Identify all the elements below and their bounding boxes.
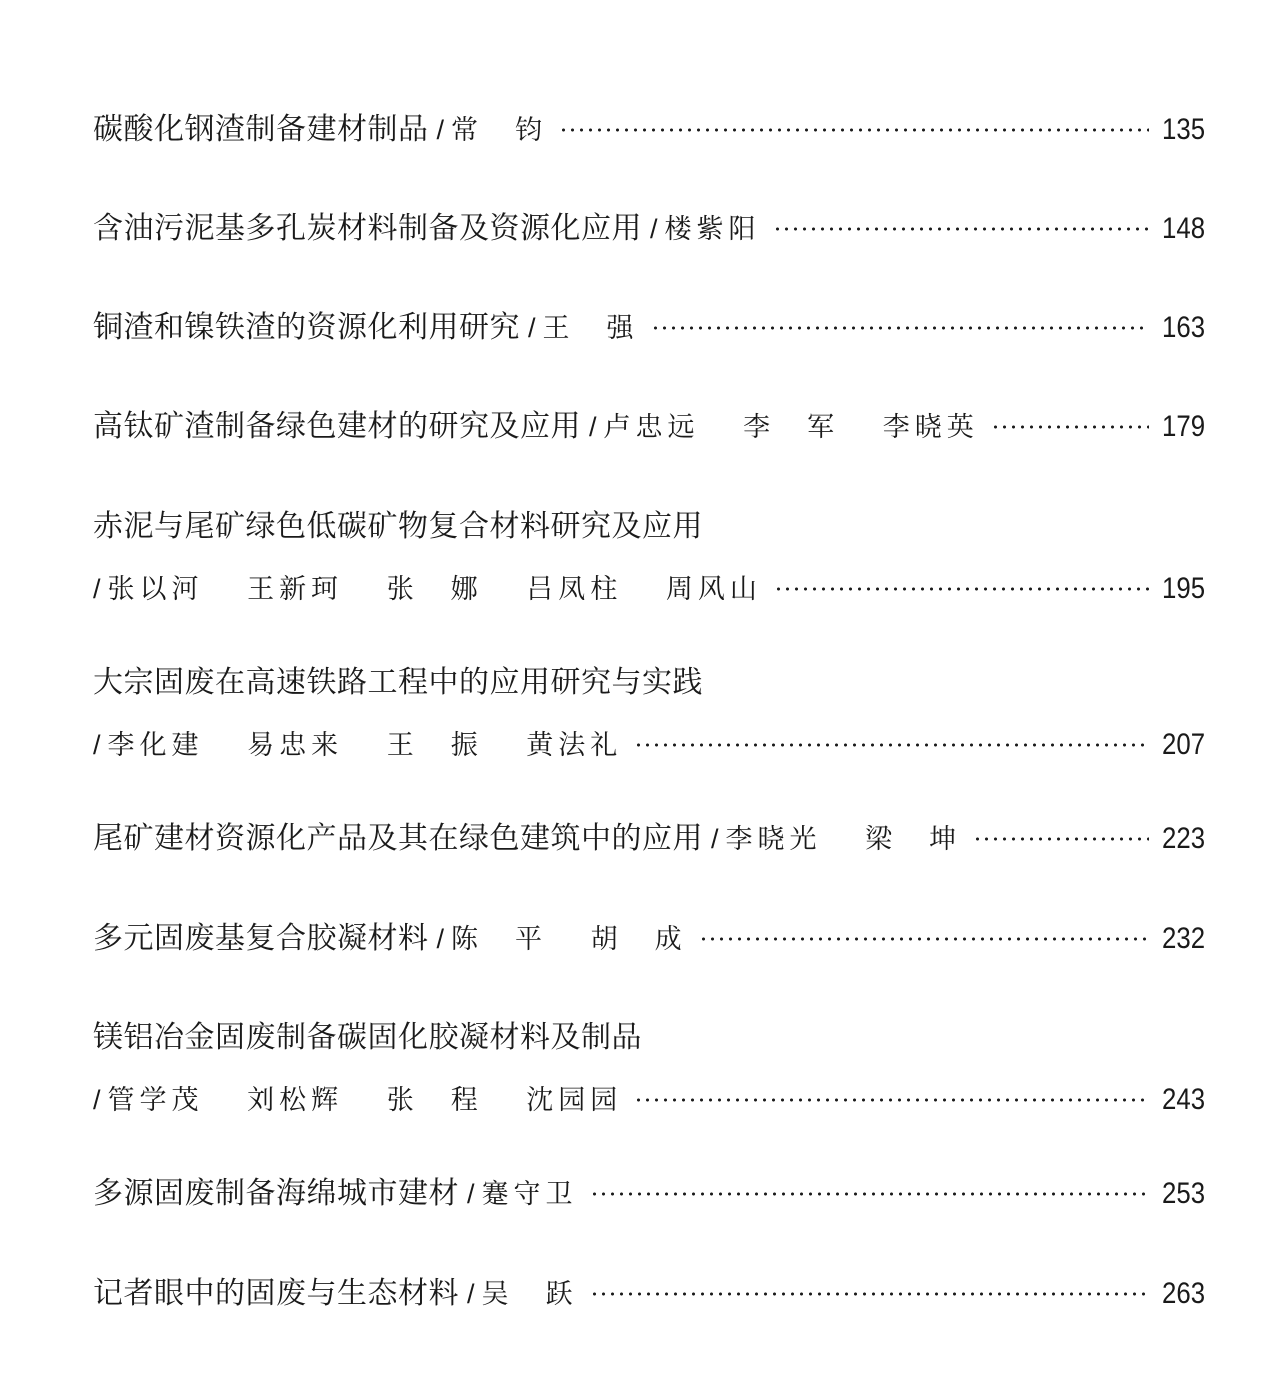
author-name: 张以河 (107, 574, 204, 605)
page-number: 207 (1161, 728, 1205, 761)
page-number: 223 (1161, 822, 1205, 855)
author-name: 梁 坤 (865, 824, 962, 855)
entry-authors (482, 1272, 578, 1311)
page-number: 243 (1161, 1083, 1205, 1116)
entry-title: 大宗固废在高速铁路工程中的应用研究与实践 (93, 665, 703, 700)
author-name: 李化建 (107, 730, 204, 761)
author-separator: / (436, 115, 445, 145)
author-separator: / (93, 730, 101, 760)
dot-leader (590, 1292, 1149, 1296)
toc-entry[interactable] (93, 657, 1205, 762)
page-number: 163 (1161, 311, 1205, 344)
author-separator: / (467, 1279, 475, 1309)
author-name: 李 军 (743, 412, 840, 443)
entry-authors (451, 108, 547, 147)
dot-leader (559, 128, 1149, 132)
toc-entry[interactable] (93, 302, 1205, 346)
author-name: 王 强 (542, 313, 639, 344)
author-name: 蹇守卫 (481, 1179, 578, 1210)
page-number: 148 (1161, 212, 1205, 245)
dot-leader (634, 1098, 1149, 1102)
toc-entry[interactable] (93, 501, 1205, 606)
dot-leader (973, 837, 1149, 841)
author-separator: / (93, 574, 101, 604)
entry-title: 记者眼中的固废与生态材料 (93, 1276, 459, 1311)
dot-leader (651, 326, 1149, 330)
author-separator: / (589, 412, 597, 442)
author-name: 沈园园 (526, 1085, 623, 1116)
toc-entry[interactable] (93, 401, 1205, 445)
toc-entry[interactable] (93, 813, 1205, 857)
page-number: 263 (1161, 1277, 1205, 1310)
entry-authors (726, 817, 962, 856)
author-name: 卢忠远 (603, 412, 700, 443)
author-name: 黄法礼 (526, 730, 623, 761)
author-name: 胡 成 (590, 924, 687, 955)
author-separator: / (528, 313, 536, 343)
entry-title: 多源固废制备海绵城市建材 (93, 1176, 459, 1211)
entry-authors (543, 306, 639, 345)
author-separator: / (711, 824, 719, 854)
entry-title: 碳酸化钢渣制备建材制品 (93, 112, 429, 147)
entry-authors (108, 723, 623, 762)
author-name: 吴 跃 (481, 1279, 578, 1310)
author-name: 李晓英 (882, 412, 979, 443)
author-name: 陈 平 (451, 924, 548, 955)
entry-authors (482, 1172, 578, 1211)
author-separator: / (436, 924, 445, 954)
author-name: 管学茂 (107, 1085, 204, 1116)
toc-entry[interactable] (93, 1012, 1205, 1117)
author-separator: / (93, 1085, 101, 1115)
toc-entry[interactable] (93, 1168, 1205, 1212)
toc-entry[interactable] (93, 913, 1205, 957)
author-name: 王新珂 (247, 574, 344, 605)
dot-leader (699, 937, 1149, 941)
author-name: 楼紫阳 (664, 214, 761, 245)
author-name: 李晓光 (725, 824, 822, 855)
page-number: 179 (1161, 410, 1205, 443)
dot-leader (634, 743, 1149, 747)
entry-authors (108, 1078, 623, 1117)
entry-authors (451, 917, 687, 956)
entry-title: 含油污泥基多孔炭材料制备及资源化应用 (93, 211, 642, 246)
author-name: 张 程 (386, 1085, 483, 1116)
author-name: 吕凤柱 (526, 574, 623, 605)
page-number: 232 (1161, 922, 1205, 955)
entry-title: 铜渣和镍铁渣的资源化利用研究 (93, 310, 520, 345)
author-name: 周风山 (665, 574, 762, 605)
entry-title: 多元固废基复合胶凝材料 (93, 921, 429, 956)
page-number: 253 (1161, 1177, 1205, 1210)
entry-title: 高钛矿渣制备绿色建材的研究及应用 (93, 409, 581, 444)
page-number: 195 (1161, 572, 1205, 605)
author-name: 张 娜 (386, 574, 483, 605)
author-name: 刘松辉 (247, 1085, 344, 1116)
entry-authors (108, 567, 762, 606)
dot-leader (773, 227, 1149, 231)
toc-entry[interactable] (93, 1268, 1205, 1312)
table-of-contents (93, 0, 1205, 1386)
dot-leader (991, 425, 1149, 429)
dot-leader (590, 1192, 1149, 1196)
author-name: 王 振 (386, 730, 483, 761)
entry-authors (604, 405, 979, 444)
dot-leader (774, 587, 1149, 591)
toc-entry[interactable] (93, 104, 1205, 148)
author-separator: / (650, 214, 658, 244)
entry-title: 赤泥与尾矿绿色低碳矿物复合材料研究及应用 (93, 509, 703, 544)
author-separator: / (467, 1179, 475, 1209)
entry-title: 尾矿建材资源化产品及其在绿色建筑中的应用 (93, 821, 703, 856)
author-name: 常 钧 (451, 115, 548, 146)
page-number: 135 (1161, 113, 1205, 146)
entry-title: 镁铝冶金固废制备碳固化胶凝材料及制品 (93, 1020, 642, 1055)
author-name: 易忠来 (247, 730, 344, 761)
toc-entry[interactable] (93, 203, 1205, 247)
entry-authors (665, 207, 761, 246)
